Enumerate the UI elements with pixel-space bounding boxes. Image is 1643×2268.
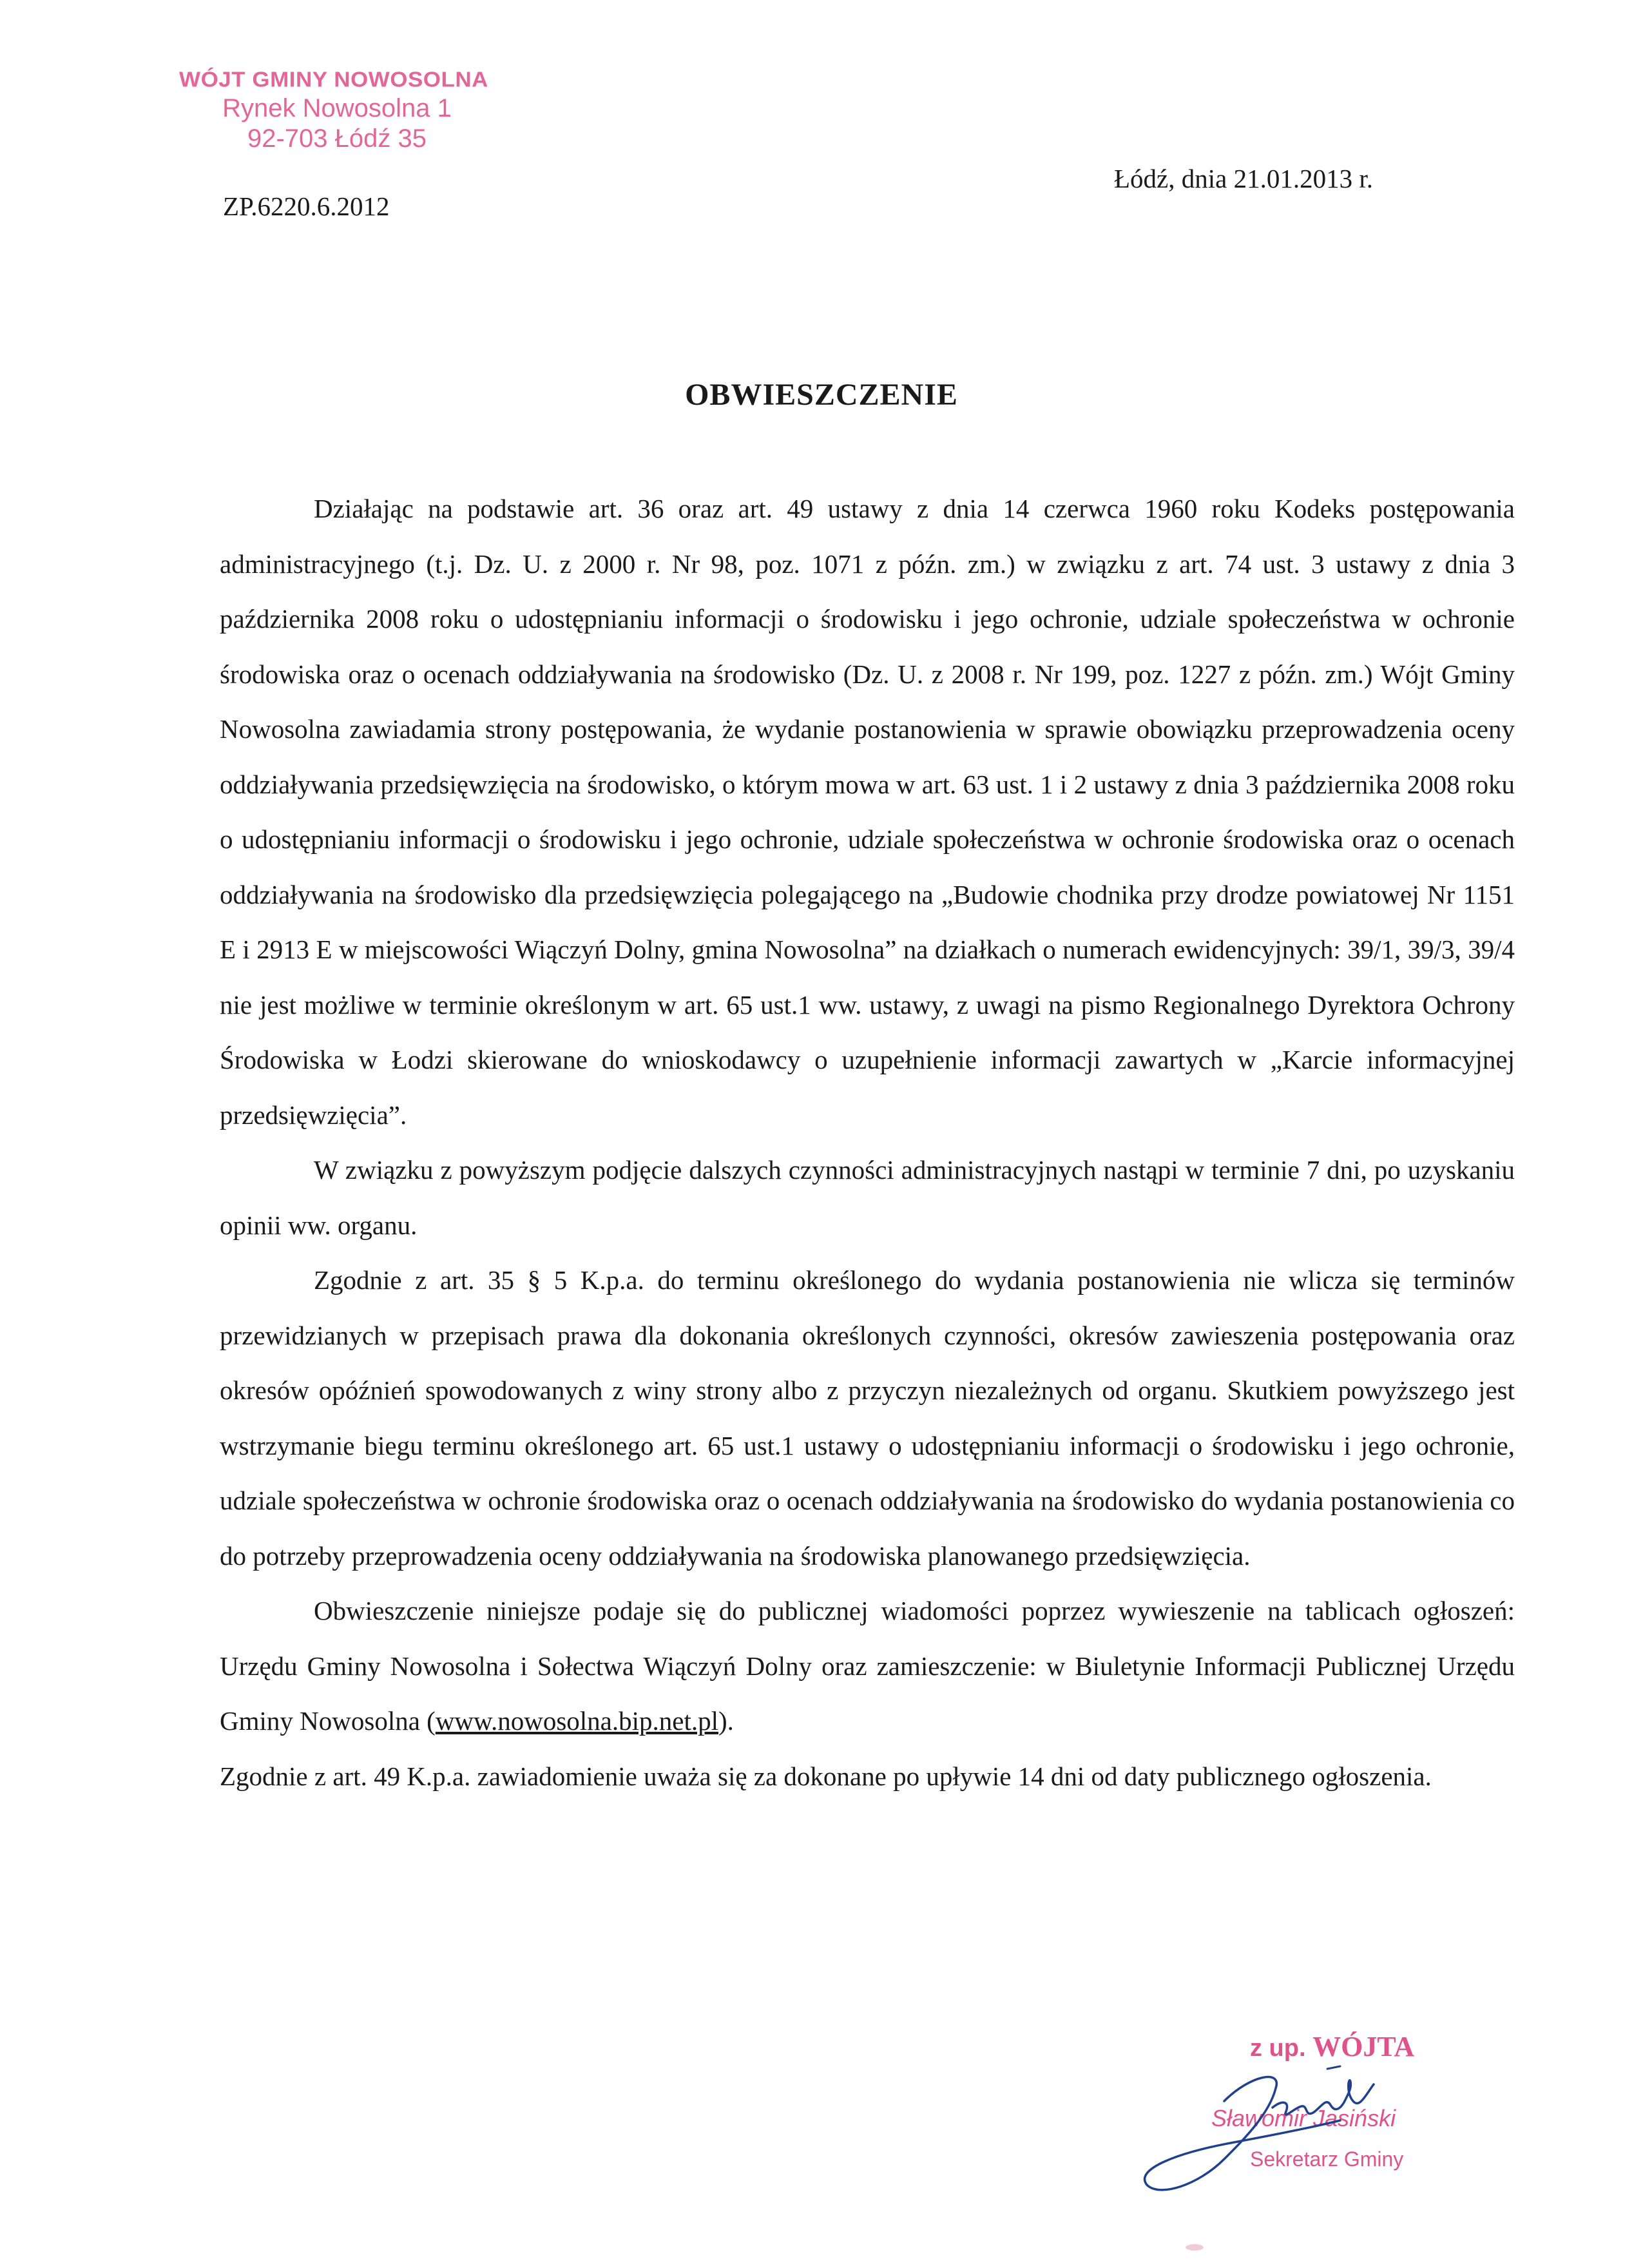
authorization-office: WÓJTA <box>1312 2031 1415 2062</box>
signatory-function: Sekretarz Gminy <box>1250 2147 1404 2171</box>
publication-text-end: ). <box>718 1706 734 1736</box>
issuer-stamp-line-3: 92-703 Łódź 35 <box>247 124 427 153</box>
issuer-stamp <box>166 67 501 153</box>
paragraph-next-steps: W związku z powyższym podjęcie dalszych czynności administracyjnych nastąpi w terminie 7 dni, po uzyskaniu opinii ww. organu. <box>220 1155 1515 1240</box>
ink-speck <box>1186 2244 1204 2251</box>
document-title: OBWIESZCZENIE <box>685 378 958 412</box>
paragraph-notification-date: Zgodnie z art. 49 K.p.a. zawiadomienie uważa się za dokonane po upływie 14 dni od daty publicznego ogłoszenia. <box>220 1761 1432 1791</box>
bip-website-link[interactable]: www.nowosolna.bip.net.pl <box>435 1706 719 1736</box>
paragraph-deadline-rules: Zgodnie z art. 35 § 5 K.p.a. do terminu określonego do wydania postanowienia nie wlicza się terminów przewidzianych w przepisach prawa dla dokonania określonych czynności, okresów zawieszenia postępowania oraz okresów opóźnień spowodowanych z winy strony albo z przyczyn niezależnych od organu. Skutkiem powyższego jest wstrzymanie biegu terminu określonego art. 65 ust.1 ustawy o udostępnianiu informacji o środowisku i jego ochronie, udziale społeczeństwa w ochronie środowiska oraz o ocenach oddziaływania na środowisko do wydania postanowienia co do potrzeby przeprowadzenia oceny oddziaływania na środowiska planowanego przedsięwzięcia. <box>220 1265 1515 1571</box>
paragraph-publication <box>220 1584 1515 1749</box>
paragraph-legal-basis: Działając na podstawie art. 36 oraz art. 49 ustawy z dnia 14 czerwca 1960 roku Kodeks postępowania administracyjnego (t.j. Dz. U. z 2000 r. Nr 98, poz. 1071 z późn. zm.) w związku z art. 74 ust. 3 ustawy z dnia 3 października 2008 roku o udostępnianiu informacji o środowisku i jego ochronie, udziale społeczeństwa w ochronie środowiska oraz o ocenach oddziaływania na środowisko (Dz. U. z 2008 r. Nr 199, poz. 1227 z późn. zm.) Wójt Gminy Nowosolna zawiadamia strony postępowania, że wydanie postanowienia w sprawie obowiązku przeprowadzenia oceny oddziaływania przedsięwzięcia na środowisko, o którym mowa w art. 63 ust. 1 i 2 ustawy z dnia 3 października 2008 roku o udostępnianiu informacji o środowisku i jego ochronie, udziale społeczeństwa w ochronie środowiska oraz o ocenach oddziaływania na środowisko dla przedsięwzięcia polegającego na „Budowie chodnika przy drodze powiatowej Nr 1151 E i 2913 E w miejscowości Wiączyń Dolny, gmina Nowosolna” na działkach o numerach ewidencyjnych: 39/1, 39/3, 39/4 nie jest możliwe w terminie określonym w art. 65 ust.1 ww. ustawy, z uwagi na pismo Regionalnego Dyrektora Ochrony Środowiska w Łodzi skierowane do wnioskodawcy o uzupełnienie informacji zawartych w „Karcie informacyjnej przedsięwzięcia”. <box>220 494 1515 1130</box>
reference-number: ZP.6220.6.2012 <box>223 191 390 221</box>
authorization-prefix: z up. <box>1250 2035 1306 2062</box>
handwritten-signature <box>1121 2030 1482 2211</box>
document-body <box>220 481 1515 1804</box>
signatory-name: Sławomir Jasiński <box>1211 2105 1396 2131</box>
issuer-stamp-line-1: WÓJT GMINY NOWOSOLNA <box>179 68 488 92</box>
issuer-stamp-line-2: Rynek Nowosolna 1 <box>222 94 452 122</box>
place-and-date: Łódź, dnia 21.01.2013 r. <box>1114 164 1373 193</box>
publication-text: Obwieszczenie niniejsze podaje się do publicznej wiadomości poprzez wywieszenie na tablicach ogłoszeń: Urzędu Gminy Nowosolna i Sołectwa Wiączyń Dolny oraz zamieszczenie: w Biuletynie Informacji Publicznej Urzędu Gminy Nowosolna ( <box>220 1596 1515 1736</box>
